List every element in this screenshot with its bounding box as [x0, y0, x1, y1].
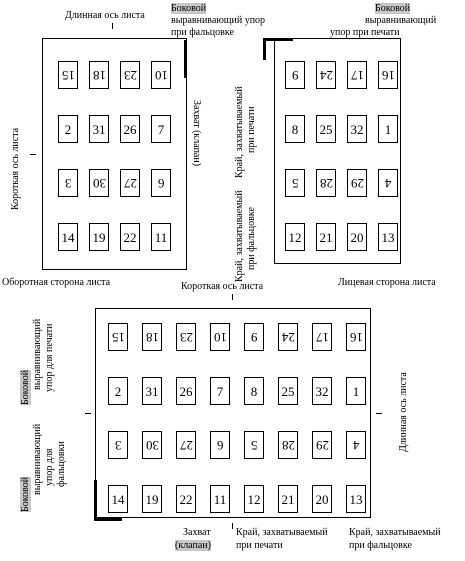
layout-page-number: 28	[281, 437, 295, 453]
side-guide-print-label	[375, 3, 410, 14]
layout-page-number: 25	[281, 383, 295, 399]
layout-page-27	[176, 431, 196, 459]
layout-page-20	[312, 485, 332, 513]
front-page-number: 5	[291, 175, 299, 191]
layout-page-number: 23	[179, 329, 193, 345]
layout-page-30	[142, 431, 162, 459]
sheet-front-side	[274, 38, 401, 264]
front-page-16	[378, 61, 398, 89]
reverse-page-number: 3	[64, 175, 72, 191]
reverse-page-19	[89, 223, 109, 251]
layout-page-5	[244, 431, 264, 459]
layout-page-number: 18	[145, 329, 159, 345]
bottom-right-tick	[376, 413, 382, 414]
layout-page-number: 30	[145, 437, 159, 453]
bottom-grip-label-2: (клапан)	[175, 540, 211, 551]
front-page-17	[347, 61, 367, 89]
front-page-number: 21	[319, 229, 333, 245]
bottom-guide-print-hl: Боковой	[20, 369, 31, 405]
reverse-page-26	[120, 115, 140, 143]
front-page-24	[316, 61, 336, 89]
front-page-12	[285, 223, 305, 251]
print-edge-label-front-1: Край, захватываемый	[234, 86, 245, 178]
layout-page-number: 16	[349, 329, 363, 345]
reverse-page-15	[58, 61, 78, 89]
layout-page-31	[142, 377, 162, 405]
layout-page-number: 15	[111, 329, 125, 345]
layout-page-14	[108, 485, 128, 513]
bottom-grip-label-1: Захват	[183, 527, 211, 538]
layout-page-16	[346, 323, 366, 351]
long-axis-label-right: Длинная ось листа	[398, 372, 409, 452]
layout-page-number: 13	[349, 491, 363, 507]
reverse-page-number: 22	[123, 229, 137, 245]
front-page-28	[316, 169, 336, 197]
reverse-page-number: 31	[92, 121, 106, 137]
front-page-number: 25	[319, 121, 333, 137]
short-axis-label-bottom: Короткая ось листа	[181, 281, 264, 292]
layout-page-number: 7	[216, 383, 224, 399]
layout-page-number: 2	[114, 383, 122, 399]
front-page-number: 13	[381, 229, 395, 245]
front-page-number: 20	[350, 229, 364, 245]
bottom-print-edge-1: Край, захватываемый	[236, 527, 328, 538]
fold-side-guide-marker	[184, 40, 187, 78]
layout-page-17	[312, 323, 332, 351]
bottom-guide-fold-line3: упор для	[44, 448, 55, 486]
front-page-13	[378, 223, 398, 251]
reverse-page-23	[120, 61, 140, 89]
layout-page-number: 4	[352, 437, 360, 453]
reverse-page-number: 2	[64, 121, 72, 137]
reverse-page-number: 27	[123, 175, 137, 191]
reverse-page-number: 26	[123, 121, 137, 137]
reverse-page-11	[151, 223, 171, 251]
reverse-page-7	[151, 115, 171, 143]
layout-page-number: 31	[145, 383, 159, 399]
layout-page-3	[108, 431, 128, 459]
layout-page-19	[142, 485, 162, 513]
bottom-guide-print-line2: выравнивающий	[32, 318, 43, 390]
reverse-side-label: Оборотная сторона листа	[2, 277, 111, 288]
layout-page-11	[210, 485, 230, 513]
layout-page-12	[244, 485, 264, 513]
layout-page-4	[346, 431, 366, 459]
reverse-page-31	[89, 115, 109, 143]
side-guide-fold-highlight: Боковой	[171, 3, 207, 14]
sheet-reverse-side	[42, 38, 187, 270]
bottom-fold-edge-2: при фальцовке	[349, 540, 412, 551]
layout-page-26	[176, 377, 196, 405]
reverse-page-number: 19	[92, 229, 106, 245]
side-guide-print-line3: упор при печати	[330, 27, 400, 38]
front-page-32	[347, 115, 367, 143]
front-page-25	[316, 115, 336, 143]
layout-page-number: 17	[315, 329, 329, 345]
short-axis-tick-bottom	[232, 294, 233, 300]
layout-page-number: 1	[352, 383, 360, 399]
front-page-4	[378, 169, 398, 197]
short-axis-label-left: Короткая ось листа	[10, 127, 21, 210]
front-page-29	[347, 169, 367, 197]
reverse-page-14	[58, 223, 78, 251]
layout-page-21	[278, 485, 298, 513]
reverse-page-number: 10	[154, 67, 168, 83]
reverse-page-18	[89, 61, 109, 89]
side-guide-fold-line2: выравнивающий упор	[171, 15, 266, 26]
front-page-number: 32	[350, 121, 364, 137]
layout-page-29	[312, 431, 332, 459]
layout-page-1	[346, 377, 366, 405]
front-page-number: 9	[291, 67, 299, 83]
layout-page-8	[244, 377, 264, 405]
layout-page-number: 12	[247, 491, 261, 507]
front-page-number: 1	[384, 121, 392, 137]
grip-label-top: Захват (клапан)	[191, 100, 202, 167]
fold-edge-label-front-2: при фальцовке	[246, 207, 257, 270]
layout-page-6	[210, 431, 230, 459]
layout-page-number: 21	[281, 491, 295, 507]
layout-page-number: 5	[250, 437, 258, 453]
bottom-guide-fold-hl: Боковой	[20, 476, 31, 512]
reverse-page-number: 11	[154, 229, 168, 245]
layout-page-number: 27	[179, 437, 193, 453]
bottom-guide-fold-line4: фальцовки	[56, 441, 67, 487]
layout-page-number: 9	[250, 329, 258, 345]
layout-page-number: 8	[250, 383, 258, 399]
reverse-page-number: 15	[61, 67, 75, 83]
layout-page-7	[210, 377, 230, 405]
reverse-page-number: 18	[92, 67, 106, 83]
reverse-page-22	[120, 223, 140, 251]
long-axis-label-top: Длинная ось листа	[65, 10, 145, 21]
print-side-guide-marker-h	[263, 38, 293, 41]
bottom-print-edge-2: при печати	[236, 540, 283, 551]
short-axis-tick-left	[30, 154, 36, 155]
layout-page-number: 26	[179, 383, 193, 399]
bottom-under-tick	[232, 523, 233, 529]
layout-page-number: 22	[179, 491, 193, 507]
layout-page-15	[108, 323, 128, 351]
side-guide-print-line2: выравнивающий	[365, 15, 437, 26]
long-axis-tick-top	[112, 23, 113, 29]
front-page-1	[378, 115, 398, 143]
reverse-page-30	[89, 169, 109, 197]
print-side-guide-marker-v	[263, 38, 266, 60]
front-page-number: 8	[291, 121, 299, 137]
layout-page-number: 24	[281, 329, 295, 345]
front-page-number: 28	[319, 175, 333, 191]
layout-page-22	[176, 485, 196, 513]
layout-page-number: 10	[213, 329, 227, 345]
side-guide-fold-line3: при фальцовке	[171, 27, 234, 38]
front-page-number: 17	[350, 67, 364, 83]
front-page-20	[347, 223, 367, 251]
bottom-left-tick	[85, 413, 91, 414]
fold-edge-label-front-1: Край, захватываемый	[234, 190, 245, 282]
layout-page-number: 14	[111, 491, 125, 507]
reverse-page-number: 23	[123, 67, 137, 83]
layout-page-number: 6	[216, 437, 224, 453]
reverse-page-3	[58, 169, 78, 197]
layout-page-number: 3	[114, 437, 122, 453]
front-page-number: 29	[350, 175, 364, 191]
bottom-guide-fold-line2: выравнивающий	[32, 423, 43, 495]
bottom-guide-print-line3: упор для печати	[44, 323, 55, 392]
layout-page-24	[278, 323, 298, 351]
side-guide-fold-label	[171, 3, 206, 14]
reverse-page-number: 7	[157, 121, 165, 137]
layout-page-28	[278, 431, 298, 459]
bottom-fold-guide-marker-h	[94, 518, 122, 521]
sheet-full-layout	[95, 308, 371, 518]
layout-page-13	[346, 485, 366, 513]
front-page-21	[316, 223, 336, 251]
layout-page-9	[244, 323, 264, 351]
reverse-page-27	[120, 169, 140, 197]
front-page-number: 4	[384, 175, 392, 191]
layout-page-number: 20	[315, 491, 329, 507]
layout-page-25	[278, 377, 298, 405]
layout-page-number: 32	[315, 383, 329, 399]
front-page-number: 16	[381, 67, 395, 83]
bottom-fold-guide-marker-v	[94, 480, 97, 520]
front-page-9	[285, 61, 305, 89]
front-page-number: 24	[319, 67, 333, 83]
reverse-page-6	[151, 169, 171, 197]
layout-page-number: 11	[213, 491, 227, 507]
reverse-page-2	[58, 115, 78, 143]
print-edge-label-front-2: при печати	[246, 106, 257, 153]
reverse-page-number: 6	[157, 175, 165, 191]
front-page-8	[285, 115, 305, 143]
layout-page-number: 19	[145, 491, 159, 507]
layout-page-number: 29	[315, 437, 329, 453]
front-page-number: 12	[288, 229, 302, 245]
layout-page-10	[210, 323, 230, 351]
layout-page-2	[108, 377, 128, 405]
reverse-page-number: 14	[61, 229, 75, 245]
layout-page-32	[312, 377, 332, 405]
layout-page-18	[142, 323, 162, 351]
reverse-page-number: 30	[92, 175, 106, 191]
front-page-5	[285, 169, 305, 197]
reverse-page-10	[151, 61, 171, 89]
side-guide-print-highlight: Боковой	[375, 3, 411, 14]
front-side-label: Лицевая сторона листа	[338, 277, 436, 288]
bottom-fold-edge-1: Край, захватываемый	[349, 527, 441, 538]
layout-page-23	[176, 323, 196, 351]
